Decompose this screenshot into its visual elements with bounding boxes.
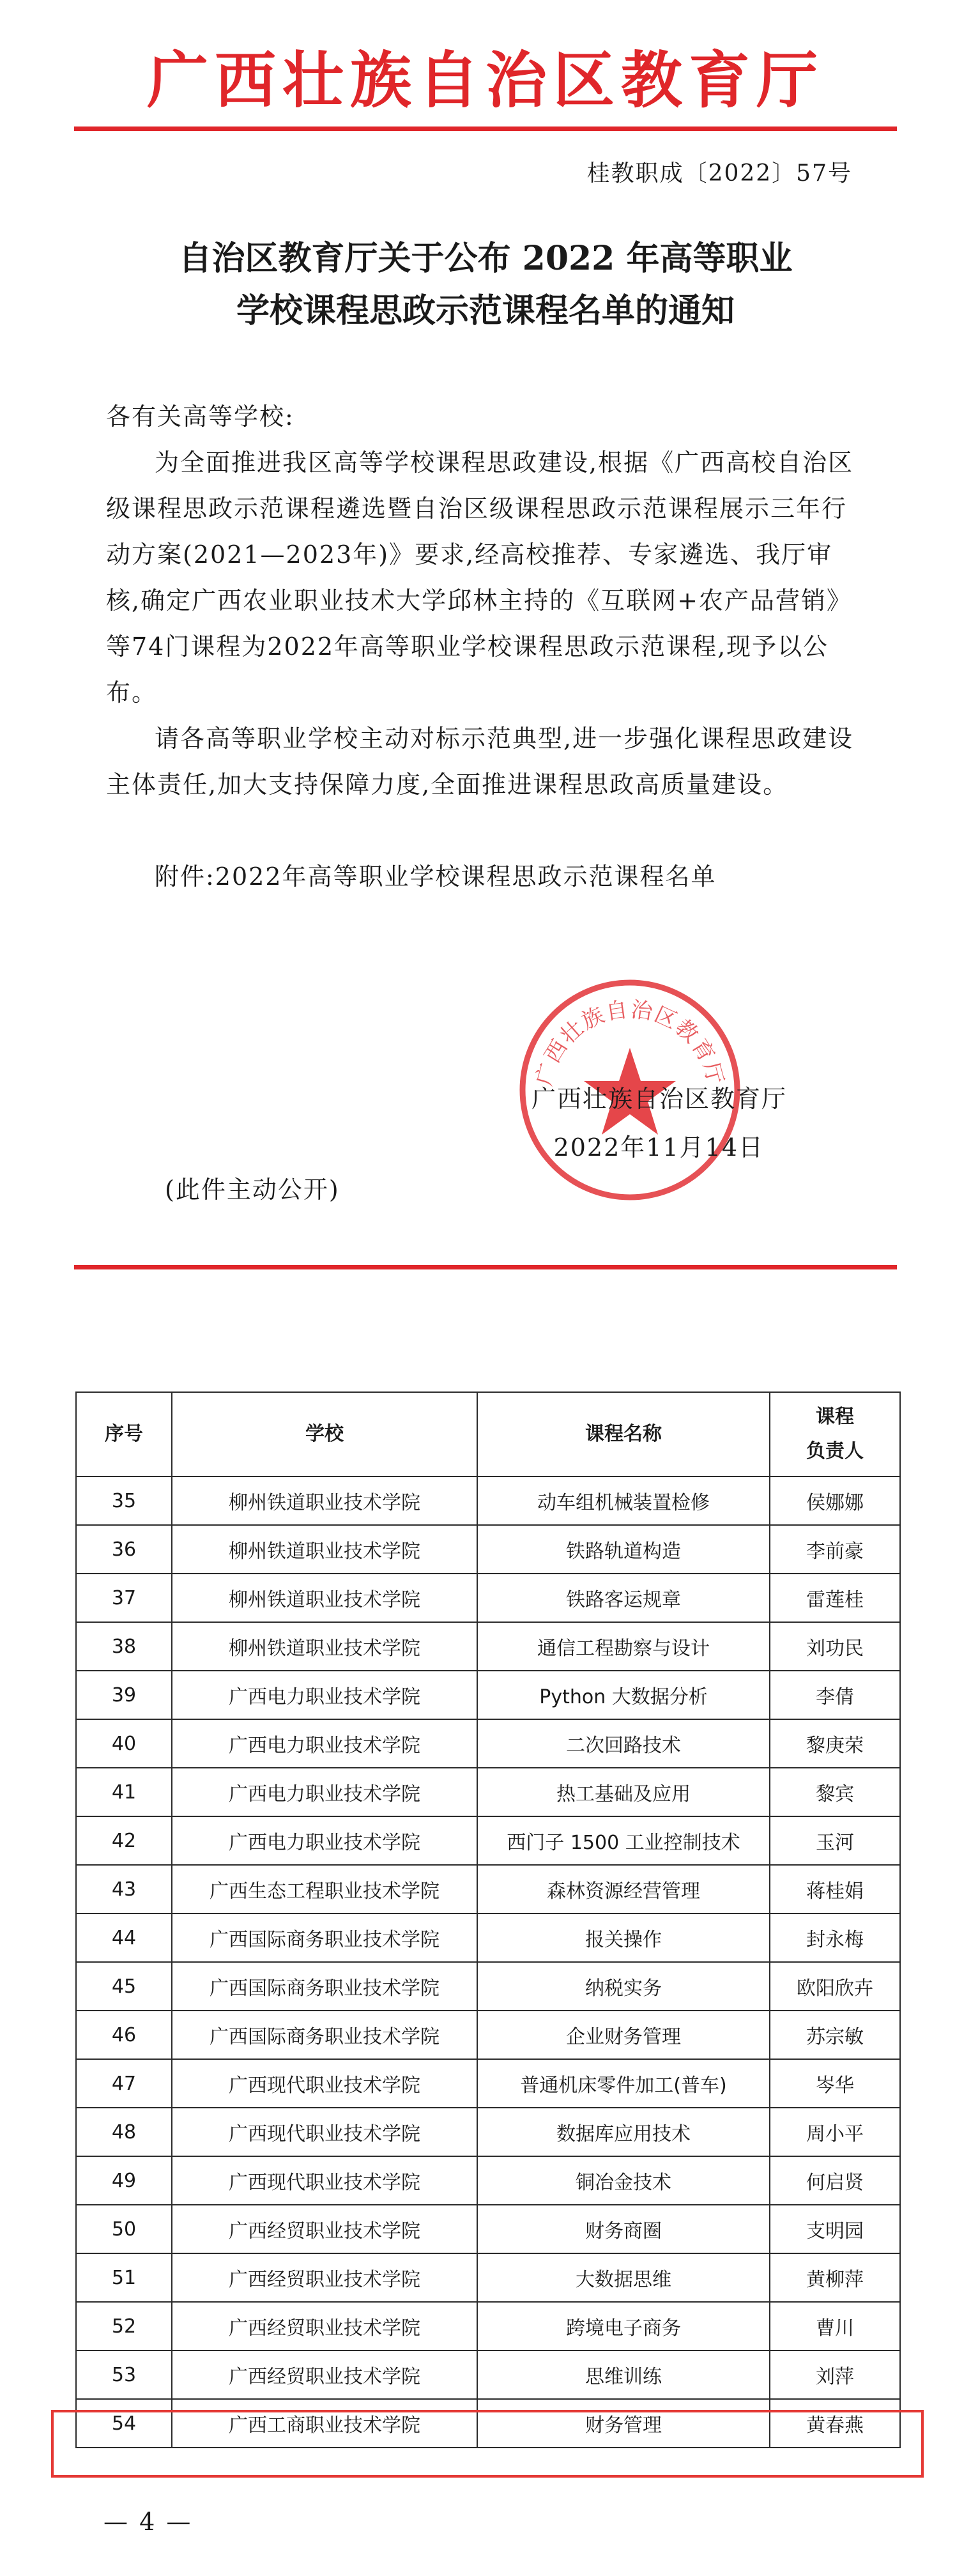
school-cell: 广西生态工程职业技术学院 (172, 1865, 477, 1913)
notice-body (106, 394, 866, 900)
school-cell: 广西现代职业技术学院 (172, 2108, 477, 2156)
owner-cell: 刘功民 (770, 1622, 900, 1671)
header-no: 序号 (76, 1392, 172, 1476)
row-number: 47 (76, 2059, 172, 2108)
row-number: 50 (76, 2205, 172, 2253)
row-number: 46 (76, 2011, 172, 2059)
course-cell: 数据库应用技术 (477, 2108, 770, 2156)
table-row (76, 1525, 900, 1574)
table-row (76, 2350, 900, 2399)
table-row (76, 1719, 900, 1768)
school-cell: 柳州铁道职业技术学院 (172, 1622, 477, 1671)
owner-cell: 封永梅 (770, 1913, 900, 1962)
course-cell: 西门子 1500 工业控制技术 (477, 1816, 770, 1865)
school-cell: 广西经贸职业技术学院 (172, 2205, 477, 2253)
course-list-table (75, 1392, 899, 2448)
table-row (76, 2253, 900, 2302)
course-cell: 企业财务管理 (477, 2011, 770, 2059)
school-cell: 广西现代职业技术学院 (172, 2059, 477, 2108)
table-row (76, 2108, 900, 2156)
course-cell: 通信工程勘察与设计 (477, 1622, 770, 1671)
school-cell: 广西工商职业技术学院 (172, 2399, 477, 2448)
school-cell: 广西电力职业技术学院 (172, 1768, 477, 1816)
row-number: 38 (76, 1622, 172, 1671)
course-cell: 二次回路技术 (477, 1719, 770, 1768)
owner-cell: 侯娜娜 (770, 1476, 900, 1525)
row-number: 45 (76, 1962, 172, 2011)
row-number: 44 (76, 1913, 172, 1962)
row-number: 48 (76, 2108, 172, 2156)
school-cell: 柳州铁道职业技术学院 (172, 1574, 477, 1622)
owner-cell: 黎宾 (770, 1768, 900, 1816)
owner-cell: 李前豪 (770, 1525, 900, 1574)
course-cell: 跨境电子商务 (477, 2302, 770, 2350)
header-course: 课程名称 (477, 1392, 770, 1476)
table-row (76, 2156, 900, 2205)
row-number: 51 (76, 2253, 172, 2302)
table-row (76, 1816, 900, 1865)
table-row (76, 2059, 900, 2108)
table-row (76, 2011, 900, 2059)
document-number: 桂教职成〔2022〕57号 (586, 160, 852, 187)
notice-title-line1: 自治区教育厅关于公布 2022 年高等职业 (178, 239, 793, 278)
row-number: 36 (76, 1525, 172, 1574)
school-cell: 广西电力职业技术学院 (172, 1671, 477, 1719)
table-row (76, 1768, 900, 1816)
owner-cell: 苏宗敏 (770, 2011, 900, 2059)
owner-cell: 黄柳萍 (770, 2253, 900, 2302)
owner-cell: 蒋桂娟 (770, 1865, 900, 1913)
course-cell: Python 大数据分析 (477, 1671, 770, 1719)
course-cell: 财务管理 (477, 2399, 770, 2448)
row-number: 39 (76, 1671, 172, 1719)
row-number: 43 (76, 1865, 172, 1913)
school-cell: 广西国际商务职业技术学院 (172, 1962, 477, 2011)
row-number: 37 (76, 1574, 172, 1622)
issue-date: 2022年11月14日 (553, 1133, 764, 1162)
school-cell: 广西国际商务职业技术学院 (172, 1913, 477, 1962)
school-cell: 广西经贸职业技术学院 (172, 2302, 477, 2350)
course-cell: 报关操作 (477, 1913, 770, 1962)
notice-title (0, 233, 971, 337)
table-row (76, 2205, 900, 2253)
issuer-name: 广西壮族自治区教育厅 (531, 1085, 787, 1113)
table-header-row (76, 1392, 900, 1476)
course-cell: 纳税实务 (477, 1962, 770, 2011)
org-title: 广西壮族自治区教育厅 (147, 44, 824, 116)
table-row (76, 1574, 900, 1622)
owner-cell: 黄春燕 (770, 2399, 900, 2448)
table-row (76, 1476, 900, 1525)
owner-cell: 曹川 (770, 2302, 900, 2350)
course-cell: 森林资源经营管理 (477, 1865, 770, 1913)
course-cell: 铜冶金技术 (477, 2156, 770, 2205)
footer-divider (74, 1265, 897, 1269)
row-number: 35 (76, 1476, 172, 1525)
row-number: 42 (76, 1816, 172, 1865)
header-divider (74, 126, 897, 131)
course-cell: 财务商圈 (477, 2205, 770, 2253)
school-cell: 广西经贸职业技术学院 (172, 2253, 477, 2302)
paragraph-2: 请各高等职业学校主动对标示范典型,进一步强化课程思政建设主体责任,加大支持保障力度,全面推进课程思政高质量建设。 (106, 724, 854, 799)
owner-cell: 岑华 (770, 2059, 900, 2108)
header-owner-line1: 课程 (816, 1406, 854, 1428)
table-row (76, 1962, 900, 2011)
table-row (76, 2302, 900, 2350)
table-body (76, 1476, 900, 2448)
table-row (76, 1913, 900, 1962)
owner-cell: 支明园 (770, 2205, 900, 2253)
owner-cell: 何启贤 (770, 2156, 900, 2205)
course-cell: 动车组机械装置检修 (477, 1476, 770, 1525)
school-cell: 柳州铁道职业技术学院 (172, 1525, 477, 1574)
owner-cell: 欧阳欣卉 (770, 1962, 900, 2011)
owner-cell: 玉河 (770, 1816, 900, 1865)
row-number: 49 (76, 2156, 172, 2205)
table-row (76, 1671, 900, 1719)
course-cell: 大数据思维 (477, 2253, 770, 2302)
course-cell: 铁路轨道构造 (477, 1525, 770, 1574)
school-cell: 广西现代职业技术学院 (172, 2156, 477, 2205)
row-number: 40 (76, 1719, 172, 1768)
owner-cell: 刘萍 (770, 2350, 900, 2399)
header-owner-line2: 负责人 (806, 1440, 864, 1462)
school-cell: 柳州铁道职业技术学院 (172, 1476, 477, 1525)
owner-cell: 雷莲桂 (770, 1574, 900, 1622)
school-cell: 广西国际商务职业技术学院 (172, 2011, 477, 2059)
highlight-box (51, 2410, 924, 2478)
table-row (76, 1865, 900, 1913)
header-school: 学校 (172, 1392, 477, 1476)
page-number: — 4 — (103, 2508, 193, 2536)
notice-title-line2: 学校课程思政示范课程名单的通知 (236, 291, 735, 330)
paragraph-1: 为全面推进我区高等学校课程思政建设,根据《广西高校自治区级课程思政示范课程遴选暨自治区级课程思政示范课程展示三年行动方案(2021—2023年)》要求,经高校推荐、专家遴选、我厅审核,确定广西农业职业技术大学邱林主持的《互联网+农产品营销》等74门课程为2022年高等职业学校课程思政示范课程,现予以公布。 (106, 448, 854, 707)
school-cell: 广西电力职业技术学院 (172, 1816, 477, 1865)
owner-cell: 周小平 (770, 2108, 900, 2156)
owner-cell: 黎庚荣 (770, 1719, 900, 1768)
row-number: 52 (76, 2302, 172, 2350)
course-cell: 热工基础及应用 (477, 1768, 770, 1816)
course-cell: 普通机床零件加工(普车) (477, 2059, 770, 2108)
table-row (76, 1622, 900, 1671)
row-number: 54 (76, 2399, 172, 2448)
owner-cell: 李倩 (770, 1671, 900, 1719)
school-cell: 广西电力职业技术学院 (172, 1719, 477, 1768)
school-cell: 广西经贸职业技术学院 (172, 2350, 477, 2399)
attachment-line: 附件:2022年高等职业学校课程思政示范课程名单 (155, 862, 717, 891)
row-number: 41 (76, 1768, 172, 1816)
header-owner (770, 1392, 900, 1476)
course-cell: 铁路客运规章 (477, 1574, 770, 1622)
public-note: (此件主动公开) (165, 1176, 340, 1204)
seal-text: 广西壮族自治区教育厅 (531, 997, 729, 1089)
course-cell: 思维训练 (477, 2350, 770, 2399)
row-number: 53 (76, 2350, 172, 2399)
salutation: 各有关高等学校: (106, 402, 294, 431)
